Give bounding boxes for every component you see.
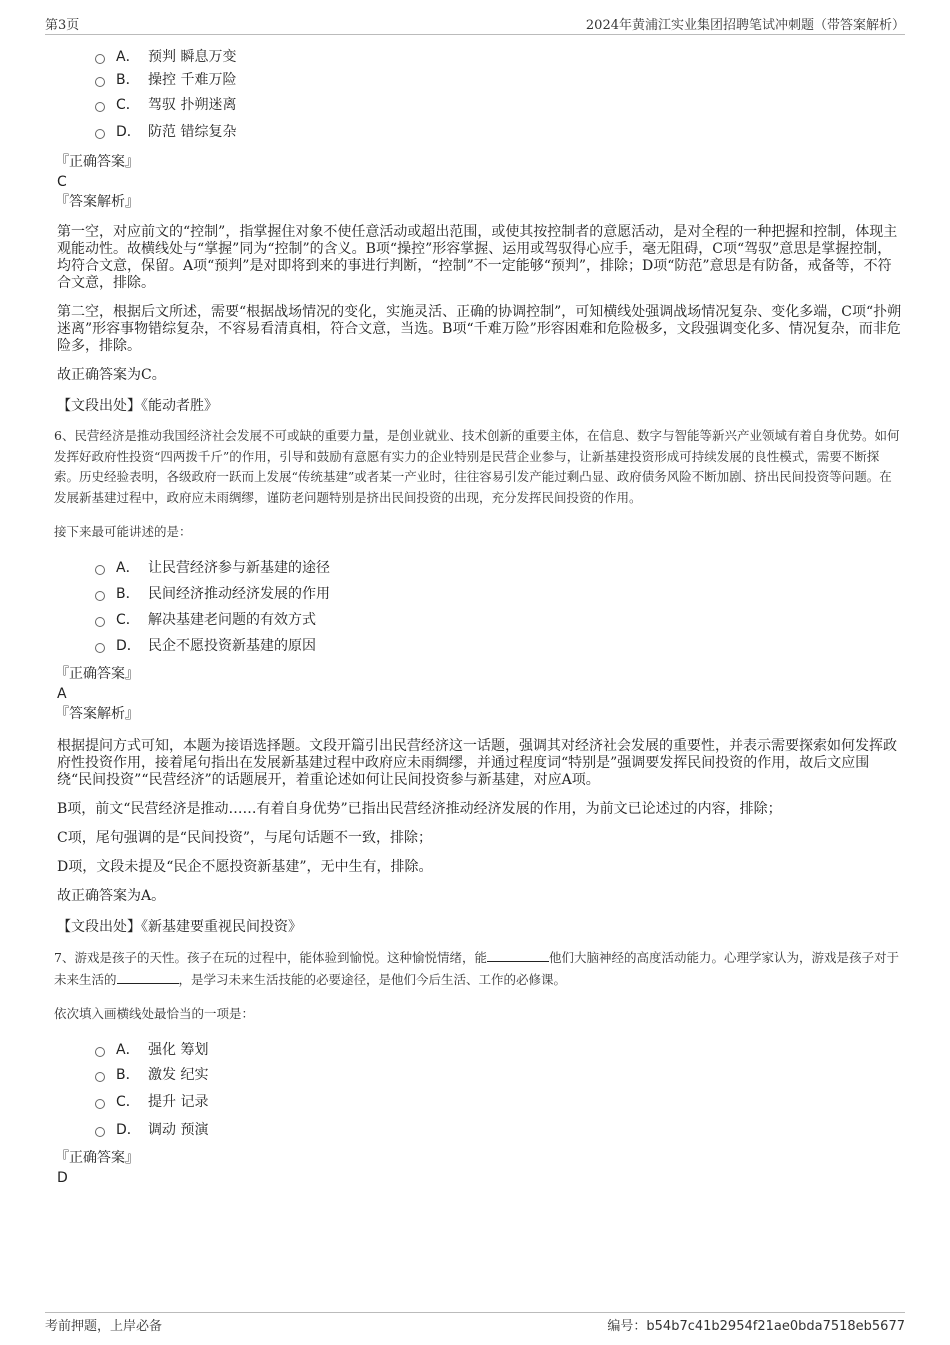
- q5-option-a[interactable]: A． 预判 瞬息万变: [95, 44, 902, 68]
- document-content: [54, 44, 902, 1188]
- q6-analysis-conclusion: 故正确答案为A。: [57, 888, 166, 904]
- q6-analysis-paragraph: D项，文段未提及“民企不愿投资新基建”，无中生有，排除。: [57, 859, 433, 875]
- q5-answer: C: [57, 174, 67, 190]
- q6-answer-label: 『正确答案』: [55, 666, 139, 682]
- q5-analysis-paragraph: 第一空，对应前文的“控制”，指掌握住对象不使任意活动或超出范围，或使其按控制者的意愿活动，是对全程的一种把握和控制，体现主观能动性。故横线处与“掌握”同为“控制”的含义。B项“操控”形容掌握、运用或驾驭得心应手，毫无阻碍，C项“驾驭”意思是掌握控制，均符合文意，保留。A项“预判”是对即将到来的事进行判断，“控制”不一定能够“预判”，排除；D项“防范”意思是有防备，戒备等，不符合文意，排除。: [57, 224, 898, 291]
- radio-icon[interactable]: [95, 565, 105, 575]
- q6-options: [95, 554, 902, 658]
- q7-prompt: 依次填入画横线处最恰当的一项是：: [54, 1006, 255, 1021]
- q7-answer-label: 『正确答案』: [55, 1150, 139, 1166]
- document-code: 编号：b54b7c41b2954f21ae0bda7518eb5677: [607, 1319, 905, 1334]
- q6-option-d[interactable]: D． 民企不愿投资新基建的原因: [95, 632, 902, 658]
- q5-option-c[interactable]: C． 驾驭 扑朔迷离: [95, 90, 902, 118]
- q6-analysis-paragraph: B项，前文“民营经济是推动……有着自身优势”已指出民营经济推动经济发展的作用，为前文已论述过的内容，排除；: [57, 801, 782, 817]
- fill-blank-1: [487, 947, 549, 962]
- q5-options: [95, 44, 902, 144]
- radio-icon[interactable]: [95, 1099, 105, 1109]
- q5-option-d[interactable]: D． 防范 错综复杂: [95, 118, 902, 144]
- q7-options: [95, 1036, 902, 1142]
- q6-analysis-paragraph: 根据提问方式可知，本题为接语选择题。文段开篇引出民营经济这一话题，强调其对经济社会发展的重要性，并表示需要探索如何发挥政府性投资作用，接着尾句指出在发展新基建过程中政府应未雨绸缪，并通过程度词“特别是”强调要发挥民间投资的作用，故后文应围绕“民间投资”“民营经济”的话题展开，着重论述如何让民间投资参与新基建，对应A项。: [57, 738, 897, 788]
- q6-analysis-label: 『答案解析』: [55, 706, 139, 722]
- radio-icon[interactable]: [95, 643, 105, 653]
- radio-icon[interactable]: [95, 1047, 105, 1057]
- footer-slogan: 考前押题，上岸必备: [45, 1319, 163, 1334]
- q5-source: 【文段出处】《能动者胜》: [57, 398, 218, 414]
- page-header: [45, 14, 905, 35]
- radio-icon[interactable]: [95, 1072, 105, 1082]
- radio-icon[interactable]: [95, 77, 105, 87]
- q5-analysis-label: 『答案解析』: [55, 194, 139, 210]
- q6-option-b[interactable]: B． 民间经济推动经济发展的作用: [95, 580, 902, 606]
- q5-option-b[interactable]: B． 操控 千难万险: [95, 68, 902, 90]
- q6-source: 【文段出处】《新基建要重视民间投资》: [57, 919, 302, 935]
- q7-option-c[interactable]: C． 提升 记录: [95, 1086, 902, 1116]
- radio-icon[interactable]: [95, 129, 105, 139]
- q5-answer-label: 『正确答案』: [55, 154, 139, 170]
- radio-icon[interactable]: [95, 1127, 105, 1137]
- document-title: 2024年黄浦江实业集团招聘笔试冲刺题（带答案解析）: [585, 18, 905, 33]
- q7-option-b[interactable]: B． 激发 纪实: [95, 1061, 902, 1086]
- q6-option-c[interactable]: C． 解决基建老问题的有效方式: [95, 606, 902, 632]
- q6-answer: A: [57, 686, 67, 702]
- q6-prompt: 接下来最可能讲述的是：: [54, 524, 192, 539]
- q7-stem: 7、游戏是孩子的天性。孩子在玩的过程中，能体验到愉悦。这种愉悦情绪，能 他们大脑神经的高度活动能力。心理学家认为，游戏是孩子对于未来生活的 ，是学习未来生活技能的必要途径，是他们今后生活、工作的必修课。: [54, 947, 902, 990]
- q5-analysis-conclusion: 故正确答案为C。: [57, 367, 166, 383]
- q7-option-a[interactable]: A． 强化 筹划: [95, 1036, 902, 1061]
- q6-analysis-paragraph: C项，尾句强调的是“民间投资”，与尾句话题不一致，排除；: [57, 830, 433, 846]
- q5-analysis-paragraph: 第二空，根据后文所述，需要“根据战场情况的变化，实施灵活、正确的协调控制”，可知横线处强调战场情况复杂、变化多端，C项“扑朔迷离”形容事物错综复杂，不容易看清真相，符合文意，当选。B项“千难万险”形容困难和危险极多，文段强调变化多、情况复杂，而非危险多，排除。: [57, 304, 902, 354]
- q7-answer: D: [57, 1170, 68, 1186]
- q6-option-a[interactable]: A． 让民营经济参与新基建的途径: [95, 554, 902, 580]
- fill-blank-2: [117, 969, 179, 984]
- page-number: 第3页: [45, 18, 80, 33]
- radio-icon[interactable]: [95, 591, 105, 601]
- q7-option-d[interactable]: D． 调动 预演: [95, 1116, 902, 1142]
- radio-icon[interactable]: [95, 102, 105, 112]
- q6-stem: 6、民营经济是推动我国经济社会发展不可或缺的重要力量，是创业就业、技术创新的重要主体，在信息、数字与智能等新兴产业领域有着自身优势。如何发挥好政府性投资“四两拨千斤”的作用，引导和鼓励有意愿有实力的企业特别是民营企业参与，让新基建投资形成可持续发展的良性模式，需要不断探索。历史经验表明，各级政府一跃而上发展“传统基建”或者某一产业时，往往容易引发产能过剩凸显、政府债务风险不断加剧、挤出民间投资等问题。在发展新基建过程中，政府应未雨绸缪，谨防老问题特别是挤出民间投资的出现，充分发挥民间投资的作用。: [54, 428, 900, 505]
- page-footer: [45, 1312, 905, 1334]
- radio-icon[interactable]: [95, 54, 105, 64]
- radio-icon[interactable]: [95, 617, 105, 627]
